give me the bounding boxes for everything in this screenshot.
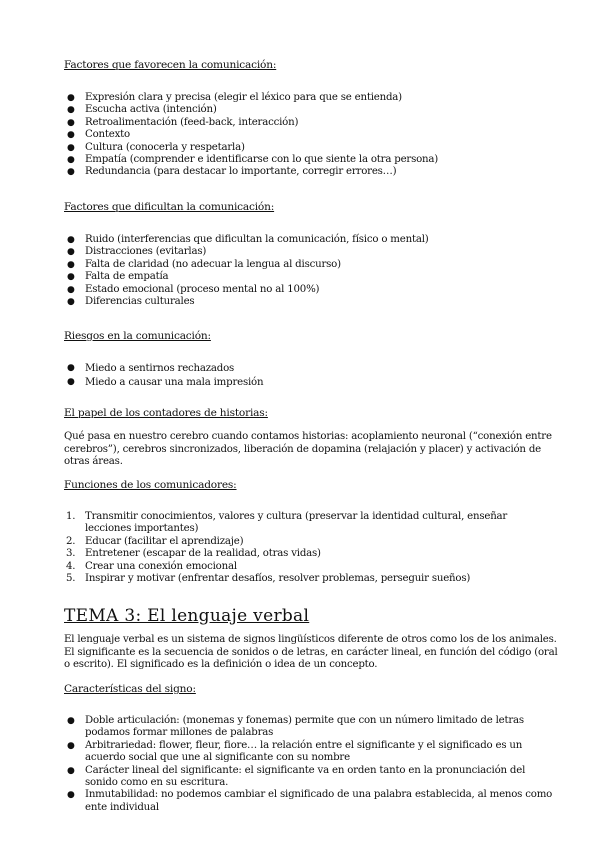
bullet-icon: ● (67, 247, 75, 258)
bullet-icon: ● (67, 765, 75, 776)
bullet-icon: ● (67, 235, 75, 245)
bullet-icon: ● (67, 363, 75, 373)
bullet-icon: ● (67, 259, 75, 270)
list-item: ● Carácter lineal del significante: el significante va en orden tanto en la pronunciación del sonido como en su escritura. (67, 764, 526, 789)
list-item: ● Distracciones (evitarlas) (67, 246, 207, 258)
page-title: TEMA 3: El lenguaje verbal (64, 606, 310, 626)
bullet-icon: ● (67, 740, 75, 751)
bullet-icon: ● (67, 117, 75, 128)
bullet-icon: ● (67, 167, 75, 178)
bullet-icon: ● (67, 130, 75, 141)
list-item: ● Arbitrariedad: flower, fleur, fiore… la relación entre el significante y el significado es un acuerdo social que une al significante con su nombre (67, 739, 523, 764)
heading-contadores-historias: El papel de los contadores de historias: (64, 407, 268, 419)
bullet-icon: ● (67, 155, 75, 166)
list-item: ● Miedo a causar una mala impresión (67, 376, 264, 388)
list-item: 1. Transmitir conocimientos, valores y cultura (preservar la identidad cultural, enseñar lecciones importantes) (66, 511, 508, 535)
list-item: ● Diferencias culturales (67, 296, 195, 308)
list-item: 4. Crear una conexión emocional (66, 560, 237, 572)
bullet-icon: ● (67, 272, 75, 283)
list-item: 2. Educar (facilitar el aprendizaje) (66, 535, 244, 547)
list-item: ● Contexto (67, 129, 130, 141)
list-item: ● Redundancia (para destacar lo importante, corregir errores…) (67, 166, 397, 178)
bullet-icon: ● (67, 376, 75, 387)
bullet-icon: ● (67, 142, 75, 153)
bullet-icon: ● (67, 297, 75, 308)
list-item: ● Expresión clara y precisa (elegir el léxico para que se entienda) (67, 92, 402, 103)
list-funciones (64, 511, 554, 585)
list-item: 3. Entretener (escapar de la realidad, otras vidas) (66, 548, 321, 560)
heading-factores-dificultan: Factores que dificultan la comunicación: (64, 201, 275, 213)
bullet-icon: ● (67, 716, 75, 726)
list-item: ● Doble articulación: (monemas y fonemas) permite que con un número limitado de letras podamos formar millones de palabras (67, 715, 524, 739)
bullet-icon: ● (67, 93, 75, 103)
bullet-icon: ● (67, 790, 75, 801)
paragraph-historias: Qué pasa en nuestro cerebro cuando contamos historias: acoplamiento neuronal (“conexión entre cerebros”), cerebros sincronizados, liberación de dopamina (relajación y placer) y activación de otras áreas. (64, 431, 552, 468)
list-item: ● Retroalimentación (feed-back, interacción) (67, 116, 299, 128)
list-riesgos (64, 362, 263, 389)
list-item: ● Empatía (comprender e identificarse con lo que siente la otra persona) (67, 154, 439, 166)
heading-riesgos: Riesgos en la comunicación: (64, 330, 211, 342)
list-item: ● Falta de claridad (no adecuar la lengua al discurso) (67, 258, 341, 270)
heading-factores-favorecen: Factores que favorecen la comunicación: (64, 59, 277, 71)
paragraph-lenguaje-verbal: El lenguaje verbal es un sistema de signos lingüísticos diferente de otros como los de los animales. El significante es la secuencia de sonidos o de letras, en carácter lineal, en función del código (oral o escrito). El significado es la definición o idea de un concepto. (64, 634, 558, 671)
list-item: ● Estado emocional (proceso mental no al 100%) (67, 283, 320, 295)
bullet-icon: ● (67, 284, 75, 295)
list-factores-favorecen (64, 92, 438, 179)
heading-caracteristicas-signo: Características del signo: (64, 683, 196, 695)
heading-funciones-comunicadores: Funciones de los comunicadores: (64, 479, 237, 491)
list-factores-dificultan (64, 234, 429, 308)
list-caracteristicas (64, 715, 558, 814)
list-item: ● Inmutabilidad: no podemos cambiar el significado de una palabra establecida, al menos como ente individual (67, 789, 553, 813)
list-item: ● Ruido (interferencias que dificultan la comunicación, físico o mental) (67, 234, 429, 245)
list-item: ● Escucha activa (intención) (67, 104, 217, 116)
list-item: ● Cultura (conocerla y respetarla) (67, 141, 245, 153)
bullet-icon: ● (67, 105, 75, 116)
list-item: ● Falta de empatía (67, 271, 169, 283)
list-item: ● Miedo a sentirnos rechazados (67, 363, 235, 374)
list-item: 5. Inspirar y motivar (enfrentar desafíos, resolver problemas, perseguir sueños) (66, 573, 471, 585)
